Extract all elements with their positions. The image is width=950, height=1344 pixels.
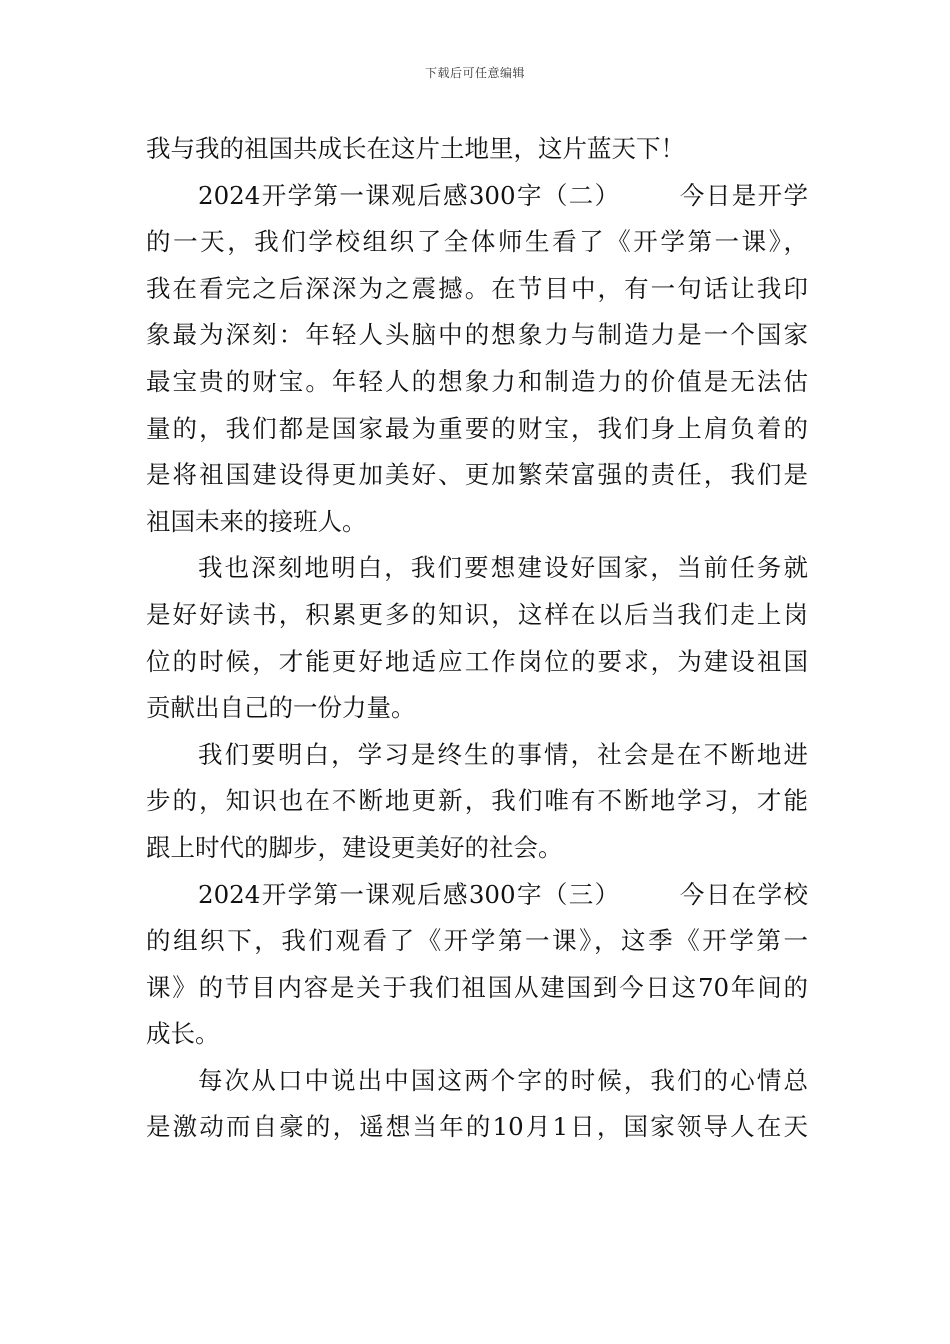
essay-heading: 2024开学第一课观后感300字（三） — [198, 879, 621, 909]
text-line: 最宝贵的财宝。年轻人的想象力和制造力的价值是无法估 — [146, 366, 808, 396]
text-line: 课》的节目内容是关于我们祖国从建国到今日这70年间的 — [146, 972, 808, 1002]
essay-opening: 今日在学校 — [678, 879, 808, 909]
text-line: 贡献出自己的一份力量。 — [146, 693, 416, 723]
text-line: 我也深刻地明白，我们要想建设好国家，当前任务就 — [198, 553, 808, 583]
paragraph-learning — [146, 732, 808, 872]
text-line: 跟上时代的脚步，建设更美好的社会。 — [146, 832, 563, 862]
essay-heading-line — [146, 173, 808, 220]
paragraph-essay-two — [146, 173, 808, 546]
text-line: 每次从口中说出中国这两个字的时候，我们的心情总 — [198, 1065, 808, 1095]
text-line: 我与我的祖国共成长在这片土地里，这片蓝天下！ — [146, 134, 685, 163]
text-line: 是好好读书，积累更多的知识，这样在以后当我们走上岗 — [146, 599, 808, 629]
text-line: 的组织下，我们观看了《开学第一课》，这季《开学第一 — [146, 926, 808, 956]
document-body — [146, 126, 808, 1151]
paragraph-understanding — [146, 545, 808, 731]
essay-heading-line — [146, 872, 808, 919]
essay-opening: 今日是开学 — [678, 180, 808, 210]
text-line: 的一天，我们学校组织了全体师生看了《开学第一课》， — [146, 227, 808, 257]
text-line: 量的，我们都是国家最为重要的财宝，我们身上肩负着的 — [146, 413, 808, 443]
text-line: 位的时候，才能更好地适应工作岗位的要求，为建设祖国 — [146, 646, 808, 676]
text-line: 成长。 — [146, 1019, 220, 1049]
text-line: 我在看完之后深深为之震撼。在节目中，有一句话让我印 — [146, 273, 808, 303]
text-line: 象最为深刻：年轻人头脑中的想象力与制造力是一个国家 — [146, 320, 808, 350]
text-line: 祖国未来的接班人。 — [146, 506, 367, 536]
text-line: 步的，知识也在不断地更新，我们唯有不断地学习，才能 — [146, 786, 808, 816]
essay-heading: 2024开学第一课观后感300字（二） — [198, 180, 621, 210]
paragraph-closing — [146, 126, 808, 173]
text-line: 我们要明白，学习是终生的事情，社会是在不断地进 — [198, 739, 808, 769]
page-header: 下载后可任意编辑 — [424, 66, 525, 80]
text-line: 是激动而自豪的，遥想当年的10月1日，国家领导人在天 — [146, 1112, 808, 1142]
paragraph-essay-three — [146, 872, 808, 1058]
paragraph-china — [146, 1058, 808, 1151]
text-line: 是将祖国建设得更加美好、更加繁荣富强的责任，我们是 — [146, 460, 808, 490]
